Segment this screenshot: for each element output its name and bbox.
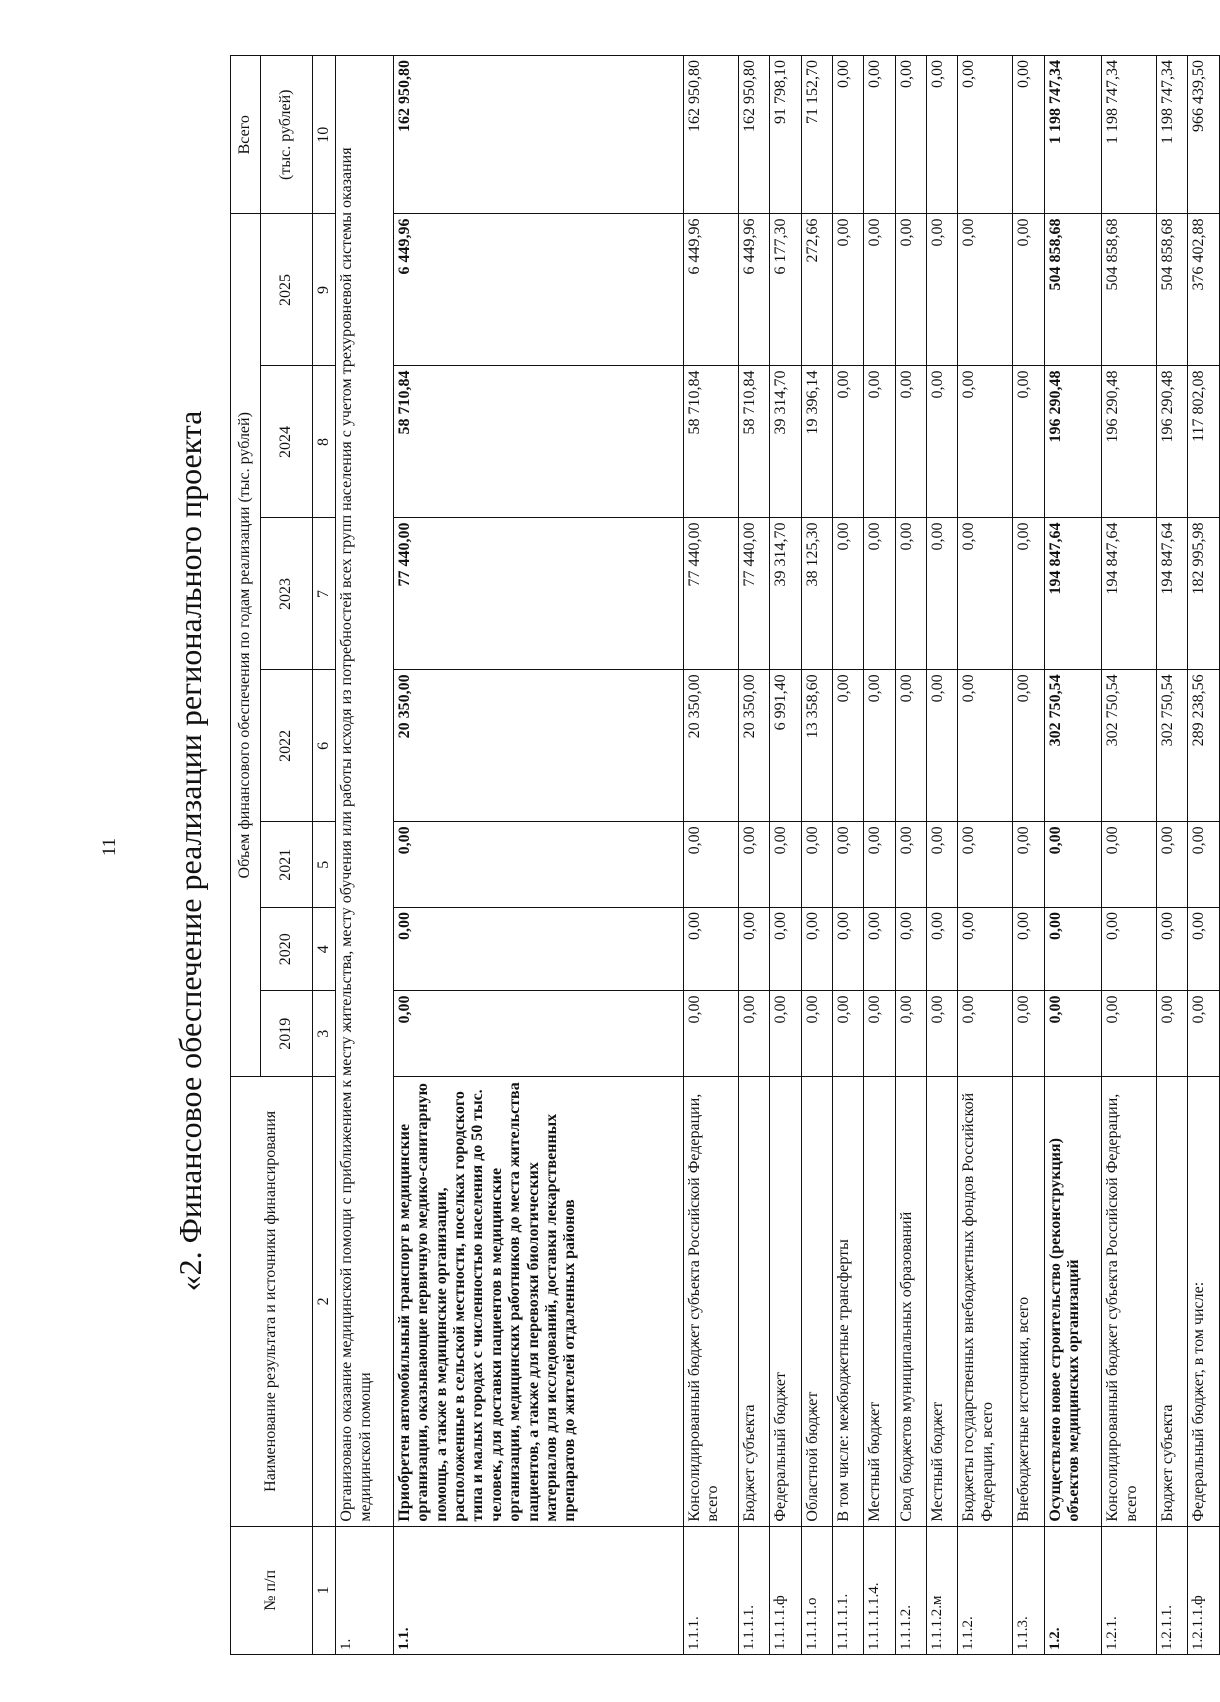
row-value: 0,00 [1013, 518, 1044, 670]
header-group: Объем финансового обеспечения по годам реализации (тыс. рублей) [231, 214, 261, 1077]
row-num: 1.1.1.1. [738, 1526, 769, 1654]
table-row [770, 56, 801, 1655]
row-value: 0,00 [927, 366, 958, 518]
row-value: 77 440,00 [684, 518, 739, 670]
row-value: 0,00 [1013, 908, 1044, 991]
row-name: Консолидированный бюджет субъекта Российской Федерации, всего [1102, 1077, 1157, 1527]
row-num: 1.1.1.1.о [801, 1526, 832, 1654]
row-value: 6 177,30 [770, 214, 801, 366]
row-value: 0,00 [393, 822, 683, 908]
row-value: 0,00 [895, 366, 926, 518]
row-total: 0,00 [927, 56, 958, 214]
header-total: Всего [231, 56, 261, 214]
row-value: 58 710,84 [684, 366, 739, 518]
row-value: 0,00 [927, 518, 958, 670]
row-value: 504 858,68 [1102, 214, 1157, 366]
row-name: Бюджеты государственных внебюджетных фондов Российской Федерации, всего [958, 1077, 1013, 1527]
row-value: 0,00 [801, 991, 832, 1077]
header-num: № п/п [231, 1526, 313, 1654]
row-value: 13 358,60 [801, 670, 832, 822]
table-row [393, 56, 683, 1655]
row-value: 0,00 [1013, 670, 1044, 822]
row-value: 0,00 [393, 991, 683, 1077]
row-total: 162 950,80 [738, 56, 769, 214]
row-value: 0,00 [864, 908, 895, 991]
table-row [1102, 56, 1157, 1655]
index-cell: 1 [313, 1526, 336, 1654]
row-value: 504 858,68 [1044, 214, 1102, 366]
row-value: 0,00 [684, 991, 739, 1077]
row-value: 0,00 [738, 908, 769, 991]
row-name: Приобретен автомобильный транспорт в медицинские организации, оказывающие первичную медико-санитарную помощь, а также в медицинские организации, расположенные в сельской местности, поселках городского типа и малых городах с численностью населения до 50 тыс. человек, для доставки пациентов в медицинские организации, медицинских работников до места жительства пациентов, а также для перевозки биологических материалов для исследований, доставки лекарственных препаратов до жителей отдаленных районов [393, 1077, 683, 1527]
row-name: Федеральный бюджет [770, 1077, 801, 1527]
row-value: 289 238,56 [1188, 670, 1220, 822]
row-value: 376 402,88 [1188, 214, 1220, 366]
row-total: 0,00 [1013, 56, 1044, 214]
row-value: 0,00 [895, 518, 926, 670]
row-value: 0,00 [958, 908, 1013, 991]
row-value: 0,00 [958, 366, 1013, 518]
row-value: 117 802,08 [1188, 366, 1220, 518]
row-name: Местный бюджет [927, 1077, 958, 1527]
header-year: 2022 [261, 670, 313, 822]
row-num: 1.1.1. [684, 1526, 739, 1654]
row-value: 0,00 [1188, 908, 1220, 991]
row-value: 0,00 [684, 822, 739, 908]
row-value: 6 991,40 [770, 670, 801, 822]
row-num: 1.1.1.2. [895, 1526, 926, 1654]
index-cell: 3 [313, 991, 336, 1077]
row-name: В том числе: межбюджетные трансферты [833, 1077, 864, 1527]
row-value: 0,00 [684, 908, 739, 991]
row-value: 302 750,54 [1102, 670, 1157, 822]
row-num: 1.1.2. [958, 1526, 1013, 1654]
row-num: 1.2.1. [1102, 1526, 1157, 1654]
row-value: 0,00 [927, 908, 958, 991]
row-value: 0,00 [770, 822, 801, 908]
row-value: 0,00 [927, 991, 958, 1077]
row-value: 0,00 [738, 991, 769, 1077]
row-value: 38 125,30 [801, 518, 832, 670]
row-num: 1.1.1.1.ф [770, 1526, 801, 1654]
row-total: 966 439,50 [1188, 56, 1220, 214]
section-text: Организовано оказание медицинской помощи с приближением к месту жительства, месту обучения или работы исходя из потребностей всех групп населения с учетом трехуровневой системы оказания медицинской помощи [336, 56, 394, 1527]
row-total: 0,00 [958, 56, 1013, 214]
row-value: 0,00 [895, 908, 926, 991]
row-value: 0,00 [738, 822, 769, 908]
row-value: 0,00 [864, 518, 895, 670]
header-year: 2019 [261, 991, 313, 1077]
index-cell: 9 [313, 214, 336, 366]
row-value: 58 710,84 [393, 366, 683, 518]
table-row [927, 56, 958, 1655]
row-value: 0,00 [1188, 822, 1220, 908]
row-name: Бюджет субъекта [1157, 1077, 1188, 1527]
row-value: 20 350,00 [684, 670, 739, 822]
row-num: 1.1. [393, 1526, 683, 1654]
row-value: 0,00 [1013, 214, 1044, 366]
row-value: 39 314,70 [770, 518, 801, 670]
row-value: 302 750,54 [1044, 670, 1102, 822]
table-row [895, 56, 926, 1655]
index-cell: 10 [313, 56, 336, 214]
row-value: 0,00 [1044, 991, 1102, 1077]
row-value: 0,00 [895, 822, 926, 908]
row-total: 162 950,80 [684, 56, 739, 214]
row-value: 194 847,64 [1102, 518, 1157, 670]
row-num: 1.2. [1044, 1526, 1102, 1654]
table-row [958, 56, 1013, 1655]
row-total: 1 198 747,34 [1157, 56, 1188, 214]
row-value: 0,00 [1102, 908, 1157, 991]
row-value: 0,00 [801, 908, 832, 991]
row-value: 0,00 [958, 822, 1013, 908]
row-name: Бюджет субъекта [738, 1077, 769, 1527]
row-value: 0,00 [770, 991, 801, 1077]
row-name: Консолидированный бюджет субъекта Российской Федерации, всего [684, 1077, 739, 1527]
row-value: 0,00 [927, 822, 958, 908]
row-value: 0,00 [833, 366, 864, 518]
row-value: 0,00 [1157, 908, 1188, 991]
header-total-unit: (тыс. рублей) [261, 56, 313, 214]
row-value: 504 858,68 [1157, 214, 1188, 366]
row-value: 0,00 [958, 214, 1013, 366]
row-value: 0,00 [833, 822, 864, 908]
table-row [1157, 56, 1188, 1655]
row-value: 0,00 [1102, 991, 1157, 1077]
row-num: 1.1.1.1.1.4. [864, 1526, 895, 1654]
row-name: Федеральный бюджет, в том числе: [1188, 1077, 1220, 1527]
row-value: 0,00 [895, 670, 926, 822]
section-num: 1. [336, 1526, 394, 1654]
row-value: 0,00 [864, 214, 895, 366]
row-value: 0,00 [833, 214, 864, 366]
row-name: Свод бюджетов муниципальных образований [895, 1077, 926, 1527]
row-value: 0,00 [1013, 366, 1044, 518]
row-value: 19 396,14 [801, 366, 832, 518]
page-number: 11 [99, 837, 120, 857]
row-value: 0,00 [1157, 991, 1188, 1077]
row-value: 0,00 [1157, 822, 1188, 908]
row-value: 196 290,48 [1157, 366, 1188, 518]
header-name: Наименование результата и источники финансирования [231, 1077, 313, 1527]
row-num: 1.2.1.1. [1157, 1526, 1188, 1654]
row-value: 0,00 [927, 214, 958, 366]
table-row [1013, 56, 1044, 1655]
row-value: 0,00 [927, 670, 958, 822]
financing-table-container [230, 55, 1220, 1655]
row-value: 6 449,96 [684, 214, 739, 366]
financing-table [230, 55, 1220, 1655]
row-value: 20 350,00 [738, 670, 769, 822]
index-cell: 5 [313, 822, 336, 908]
row-total: 0,00 [895, 56, 926, 214]
row-num: 1.1.1.1.1. [833, 1526, 864, 1654]
row-value: 0,00 [864, 366, 895, 518]
row-value: 0,00 [864, 822, 895, 908]
index-cell: 4 [313, 908, 336, 991]
row-value: 0,00 [958, 991, 1013, 1077]
row-value: 0,00 [393, 908, 683, 991]
index-cell: 8 [313, 366, 336, 518]
table-row [833, 56, 864, 1655]
row-value: 196 290,48 [1102, 366, 1157, 518]
header-year: 2020 [261, 908, 313, 991]
header-year: 2023 [261, 518, 313, 670]
row-value: 0,00 [958, 670, 1013, 822]
row-value: 0,00 [1013, 991, 1044, 1077]
row-value: 182 995,98 [1188, 518, 1220, 670]
row-value: 0,00 [1013, 822, 1044, 908]
row-total: 71 152,70 [801, 56, 832, 214]
document-title: «2. Финансовое обеспечение реализации регионального проекта [172, 410, 208, 1292]
row-value: 0,00 [864, 670, 895, 822]
section-row [336, 56, 394, 1655]
row-value: 0,00 [1044, 822, 1102, 908]
row-value: 0,00 [1044, 908, 1102, 991]
table-row [684, 56, 739, 1655]
row-total: 91 798,10 [770, 56, 801, 214]
index-cell: 7 [313, 518, 336, 670]
row-value: 0,00 [958, 518, 1013, 670]
row-value: 0,00 [833, 670, 864, 822]
row-value: 196 290,48 [1044, 366, 1102, 518]
row-value: 0,00 [801, 822, 832, 908]
header-year: 2025 [261, 214, 313, 366]
index-cell: 6 [313, 670, 336, 822]
row-value: 272,66 [801, 214, 832, 366]
index-cell: 2 [313, 1077, 336, 1527]
row-num: 1.1.3. [1013, 1526, 1044, 1654]
row-value: 6 449,96 [393, 214, 683, 366]
row-value: 0,00 [864, 991, 895, 1077]
row-value: 0,00 [895, 991, 926, 1077]
row-value: 58 710,84 [738, 366, 769, 518]
row-value: 77 440,00 [393, 518, 683, 670]
row-total: 1 198 747,34 [1044, 56, 1102, 214]
row-value: 0,00 [833, 518, 864, 670]
row-total: 1 198 747,34 [1102, 56, 1157, 214]
row-total: 162 950,80 [393, 56, 683, 214]
row-value: 0,00 [770, 908, 801, 991]
row-value: 0,00 [833, 991, 864, 1077]
header-year: 2024 [261, 366, 313, 518]
row-name: Областной бюджет [801, 1077, 832, 1527]
header-year: 2021 [261, 822, 313, 908]
row-value: 302 750,54 [1157, 670, 1188, 822]
row-value: 0,00 [1188, 991, 1220, 1077]
row-name: Местный бюджет [864, 1077, 895, 1527]
row-num: 1.1.1.2.м [927, 1526, 958, 1654]
row-num: 1.2.1.1.ф [1188, 1526, 1220, 1654]
row-name: Осуществлено новое строительство (реконструкция) объектов медицинских организаций [1044, 1077, 1102, 1527]
table-row [801, 56, 832, 1655]
table-row [864, 56, 895, 1655]
row-value: 20 350,00 [393, 670, 683, 822]
row-value: 194 847,64 [1157, 518, 1188, 670]
row-value: 77 440,00 [738, 518, 769, 670]
table-row [1188, 56, 1220, 1655]
row-name: Внебюджетные источники, всего [1013, 1077, 1044, 1527]
row-total: 0,00 [833, 56, 864, 214]
table-row [1044, 56, 1102, 1655]
row-total: 0,00 [864, 56, 895, 214]
row-value: 39 314,70 [770, 366, 801, 518]
table-row [738, 56, 769, 1655]
row-value: 6 449,96 [738, 214, 769, 366]
row-value: 0,00 [895, 214, 926, 366]
row-value: 0,00 [833, 908, 864, 991]
row-value: 0,00 [1102, 822, 1157, 908]
row-value: 194 847,64 [1044, 518, 1102, 670]
